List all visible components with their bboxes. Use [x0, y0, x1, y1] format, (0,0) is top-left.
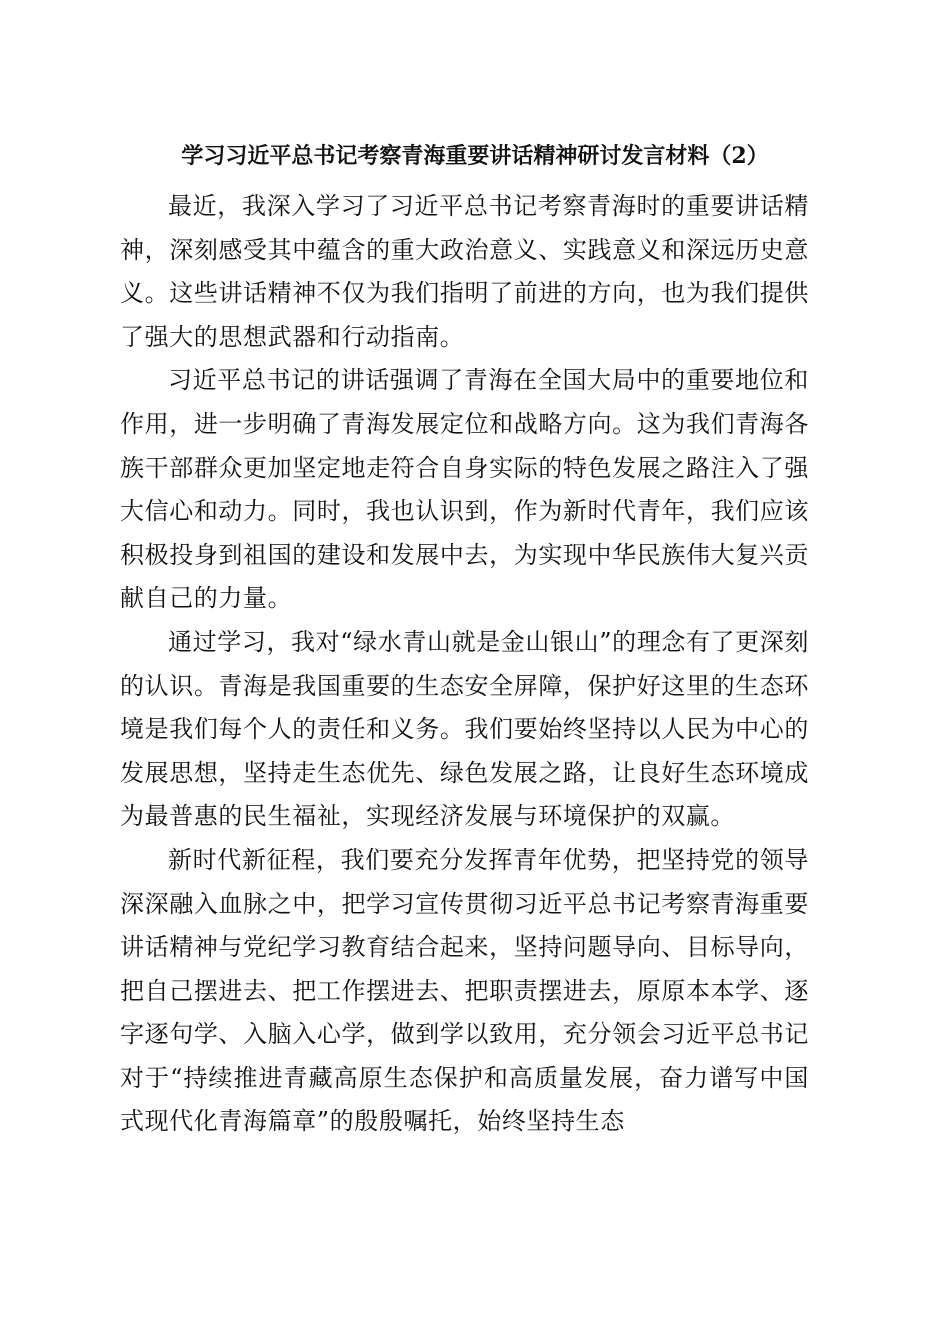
paragraph-3: 通过学习，我对“绿水青山就是金山银山”的理念有了更深刻的认识。青海是我国重要的生态安全屏障，保护好这里的生态环境是我们每个人的责任和义务。我们要始终坚持以人民为中心的发展思想，坚持走生态优先、绿色发展之路，让良好生态环境成为最普惠的民生福祉，实现经济发展与环境保护的双赢。 — [120, 627, 809, 831]
document-body — [120, 185, 809, 1144]
paragraph-2: 习近平总书记的讲话强调了青海在全国大局中的重要地位和作用，进一步明确了青海发展定位和战略方向。这为我们青海各族干部群众更加坚定地走符合自身实际的特色发展之路注入了强大信心和动力。同时，我也认识到，作为新时代青年，我们应该积极投身到祖国的建设和发展中去，为实现中华民族伟大复兴贡献自己的力量。 — [120, 366, 809, 613]
document-title: 学习习近平总书记考察青海重要讲话精神研讨发言材料（2） — [181, 143, 769, 169]
paragraph-4: 新时代新征程，我们要充分发挥青年优势，把坚持党的领导深深融入血脉之中，把学习宣传贯彻习近平总书记考察青海重要讲话精神与党纪学习教育结合起来，坚持问题导向、目标导向，把自己摆进去、把工作摆进去、把职责摆进去，原原本本学、逐字逐句学、入脑入心学，做到学以致用，充分领会习近平总书记对于“持续推进青藏高原生态保护和高质量发展，奋力谱写中国式现代化青海篇章”的殷殷嘱托，始终坚持生态 — [120, 845, 809, 1136]
paragraph-1: 最近，我深入学习了习近平总书记考察青海时的重要讲话精神，深刻感受其中蕴含的重大政治意义、实践意义和深远历史意义。这些讲话精神不仅为我们指明了前进的方向，也为我们提供了强大的思想武器和行动指南。 — [120, 192, 809, 351]
